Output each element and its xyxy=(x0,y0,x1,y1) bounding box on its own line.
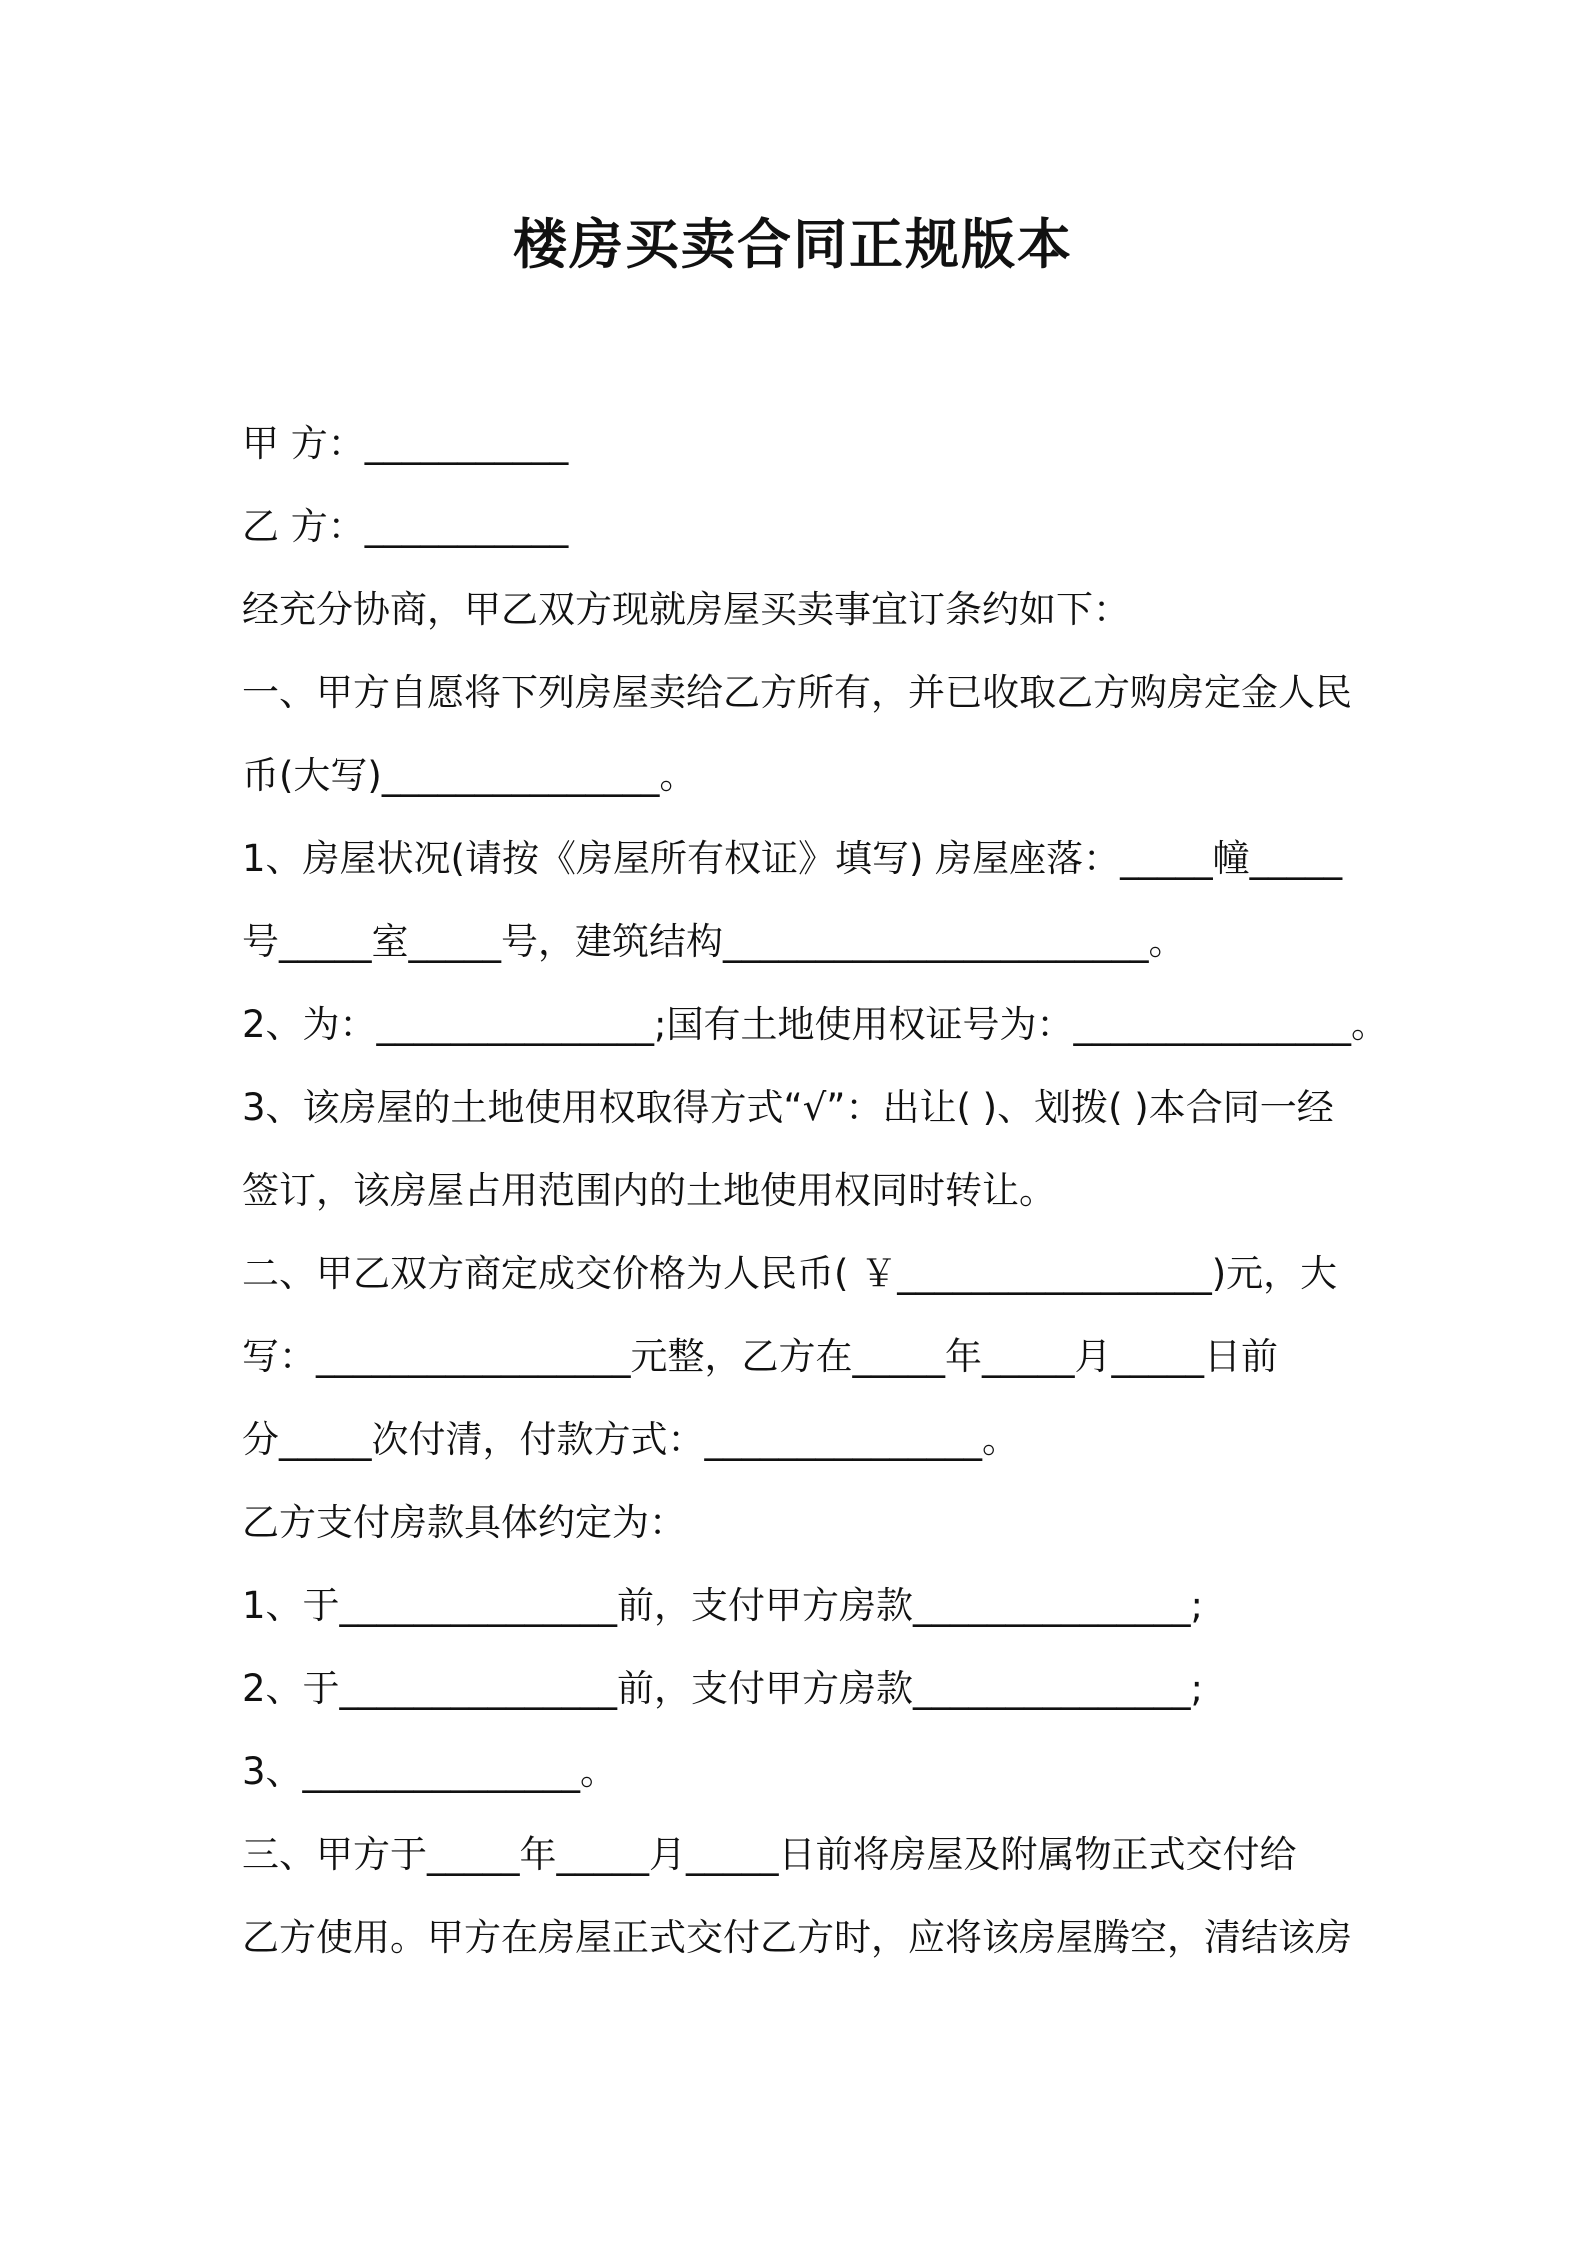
clause-1-item-1-line-2: 号_____室_____号，建筑结构_______________________。 xyxy=(242,920,1186,963)
clause-1-item-2-line: 2、为：_______________;国有土地使用权证号为：_______________。 xyxy=(242,1003,1389,1046)
payment-item-2-line: 2、于_______________前，支付甲方房款_______________; xyxy=(242,1667,1204,1710)
clause-3-line-2: 乙方使用。甲方在房屋正式交付乙方时，应将该房屋腾空，清结该房 xyxy=(242,1916,1352,1959)
clause-1-item-3-line-1: 3、该房屋的土地使用权取得方式“√”：出让( )、划拨( )本合同一经 xyxy=(242,1086,1334,1129)
party-a-line: 甲 方：___________ xyxy=(242,422,569,465)
payment-item-3-line: 3、_______________。 xyxy=(242,1750,618,1793)
clause-1-line-2: 币(大写)_______________。 xyxy=(242,754,697,797)
clause-1-item-3-line-2: 签订，该房屋占用范围内的土地使用权同时转让。 xyxy=(242,1169,1056,1212)
clause-2-line-2: 写：_________________元整，乙方在_____年_____月_____日前 xyxy=(242,1335,1278,1378)
clause-2-line-3: 分_____次付清，付款方式：_______________。 xyxy=(242,1418,1019,1461)
document-title: 楼房买卖合同正规版本 xyxy=(513,213,1073,276)
clause-2-line-1: 二、甲乙双方商定成交价格为人民币( ￥_________________)元，大 xyxy=(242,1252,1338,1295)
clause-1-line-1: 一、甲方自愿将下列房屋卖给乙方所有，并已收取乙方购房定金人民 xyxy=(242,671,1352,714)
clause-1-item-1-line-1: 1、房屋状况(请按《房屋所有权证》填写) 房屋座落：_____幢_____ xyxy=(242,837,1343,880)
payment-intro-line: 乙方支付房款具体约定为： xyxy=(242,1501,686,1544)
clause-3-line-1: 三、甲方于_____年_____月_____日前将房屋及附属物正式交付给 xyxy=(242,1833,1297,1876)
document-body xyxy=(242,402,1389,1979)
payment-item-1-line: 1、于_______________前，支付甲方房款_______________; xyxy=(242,1584,1204,1627)
party-b-line: 乙 方：___________ xyxy=(242,505,569,548)
preamble-line: 经充分协商，甲乙双方现就房屋买卖事宜订条约如下： xyxy=(242,588,1130,631)
